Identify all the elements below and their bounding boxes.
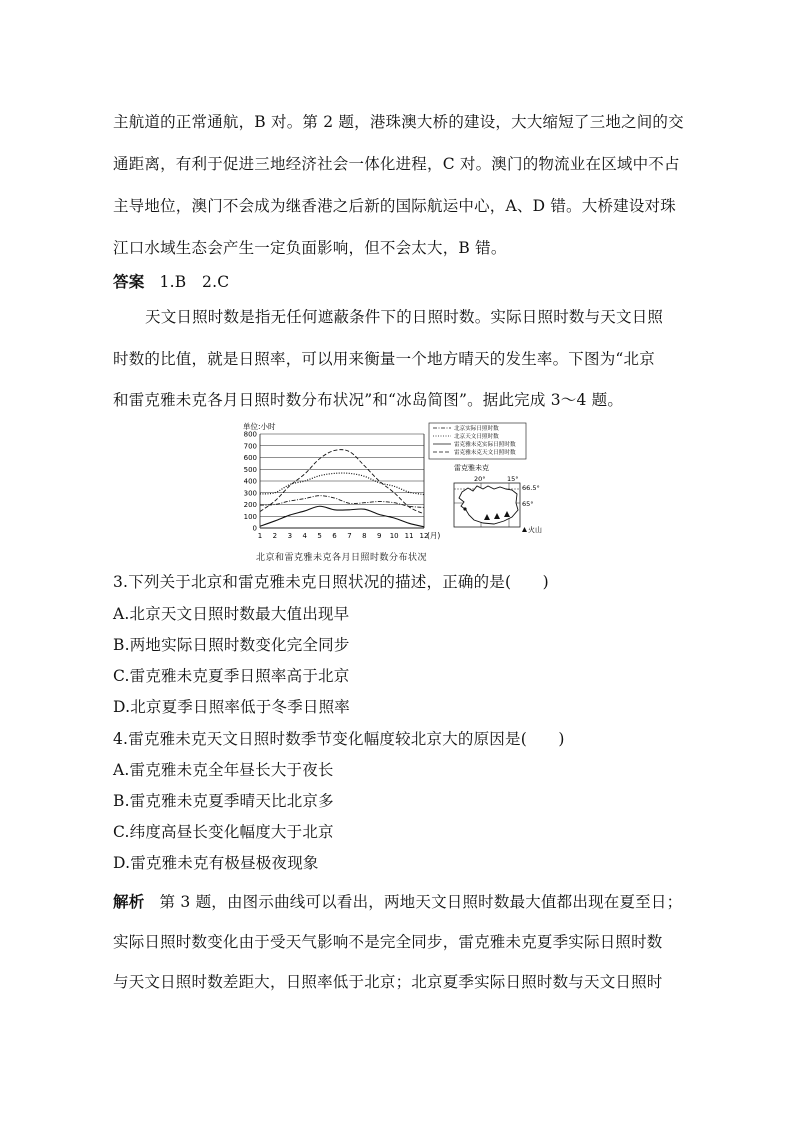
- volcano-legend-label: 火山: [528, 526, 542, 534]
- intro-line-2: 时数的比值，就是日照率，可以用来衡量一个地方晴天的发生率。下图为“北京: [113, 350, 655, 368]
- text-p2: 通距离，有利于促进三地经济社会一体化进程，C 对。澳门的物流业在区域中不占: [113, 155, 680, 173]
- y-tick-label: 500: [243, 465, 257, 474]
- y-tick-label: 300: [243, 489, 257, 498]
- analysis-line-3: 与天文日照时数差距大，日照率低于北京；北京夏季实际日照时数与天文日照时: [113, 973, 663, 991]
- legend-label: 雷克雅未克天文日照时数: [454, 450, 516, 456]
- x-tick-label: 6: [332, 532, 337, 540]
- y-tick-labels: [244, 431, 257, 533]
- reykjavik-dot: [463, 507, 466, 510]
- x-tick-label: 3: [287, 532, 293, 540]
- intro-line-1: 天文日照时数是指无任何遮蔽条件下的日照时数。实际日照时数与天文日照: [145, 308, 664, 326]
- map-lat-65: 65°: [522, 500, 534, 508]
- text-p1: 主航道的正常通航，B 对。第 2 题，港珠澳大桥的建设，大大缩短了三地之间的交: [113, 113, 684, 131]
- iceland-map: [454, 463, 542, 534]
- answer-value: 1.B 2.C: [159, 273, 230, 291]
- question-3-option-c: C.雷克雅未克夏季日照率高于北京: [113, 667, 350, 685]
- x-tick-label: 11: [404, 532, 414, 540]
- x-tick-labels: [258, 532, 429, 540]
- x-tick-label: 1: [257, 532, 263, 540]
- legend-label: 雷克雅未克实际日照时数: [454, 442, 516, 448]
- text-p4: 江口水域生态会产生一定负面影响，但不会太大，B 错。: [113, 239, 507, 257]
- question-3-option-b: B.两地实际日照时数变化完全同步: [113, 636, 350, 654]
- x-tick-label: 5: [317, 532, 322, 540]
- y-tick-label: 700: [243, 442, 257, 451]
- x-tick-label: 4: [302, 532, 307, 540]
- analysis-text-1: 第 3 题，由图示曲线可以看出，两地天文日照时数最大值都出现在夏至日；: [159, 893, 683, 911]
- question-3-option-d: D.北京夏季日照率低于冬季日照率: [113, 698, 351, 716]
- sunshine-chart-figure: [226, 420, 556, 568]
- y-tick-label: 200: [243, 501, 257, 509]
- figure-caption: 北京和雷克雅未克各月日照时数分布状况: [256, 553, 428, 563]
- question-4-option-a: A.雷克雅未克全年昼长大于夜长: [113, 761, 334, 779]
- chart-grid: [260, 434, 424, 528]
- analysis-label: 解析: [113, 892, 145, 911]
- intro-line-3: 和雷克雅未克各月日照时数分布状况”和“冰岛简图”。据此完成 3～4 题。: [113, 391, 624, 409]
- y-tick-label: 100: [243, 512, 257, 521]
- answer-label: 答案: [113, 272, 145, 291]
- x-tick-label: 8: [362, 532, 367, 540]
- x-tick-label: 10: [389, 532, 399, 540]
- x-tick-label: 9: [377, 532, 382, 540]
- analysis-line-2: 实际日照时数变化由于受天气影响不是完全同步，雷克雅未克夏季实际日照时数: [113, 933, 663, 951]
- legend-label: 北京实际日照时数: [454, 426, 499, 432]
- volcano-legend-icon: [522, 527, 527, 532]
- y-tick-label: 600: [243, 454, 257, 462]
- x-axis-unit: (月): [427, 531, 441, 540]
- y-axis-unit: 单位:小时: [243, 422, 276, 431]
- map-lon-15: 15°: [507, 475, 519, 483]
- question-4-option-c: C.纬度高昼长变化幅度大于北京: [113, 823, 334, 841]
- answer-line: [113, 270, 229, 292]
- question-3-option-a: A.北京天文日照时数最大值出现早: [113, 605, 350, 623]
- y-tick-label: 800: [243, 430, 257, 439]
- question-4-option-d: D.雷克雅未克有极昼极夜现象: [113, 854, 319, 872]
- x-tick-label: 12: [419, 532, 429, 540]
- text-p3: 主导地位，澳门不会成为继香港之后新的国际航运中心，A、D 错。大桥建设对珠: [113, 197, 676, 215]
- y-tick-label: 0: [252, 524, 257, 533]
- x-tick-label: 7: [347, 532, 352, 540]
- map-city-label: 雷克雅未克: [454, 464, 489, 472]
- question-4: 4.雷克雅未克天文日照时数季节变化幅度较北京大的原因是( ): [113, 730, 565, 748]
- analysis-line-1: [113, 890, 682, 912]
- x-tick-label: 2: [272, 532, 278, 540]
- chart-series: [260, 450, 424, 527]
- y-tick-label: 400: [243, 477, 257, 486]
- legend-label: 北京天文日照时数: [454, 434, 499, 440]
- map-lat-66-5: 66.5°: [522, 484, 540, 492]
- question-4-option-b: B.雷克雅未克夏季晴天比北京多: [113, 792, 334, 810]
- question-3: 3.下列关于北京和雷克雅未克日照状况的描述，正确的是( ): [113, 573, 549, 591]
- map-lon-20: 20°: [474, 475, 486, 483]
